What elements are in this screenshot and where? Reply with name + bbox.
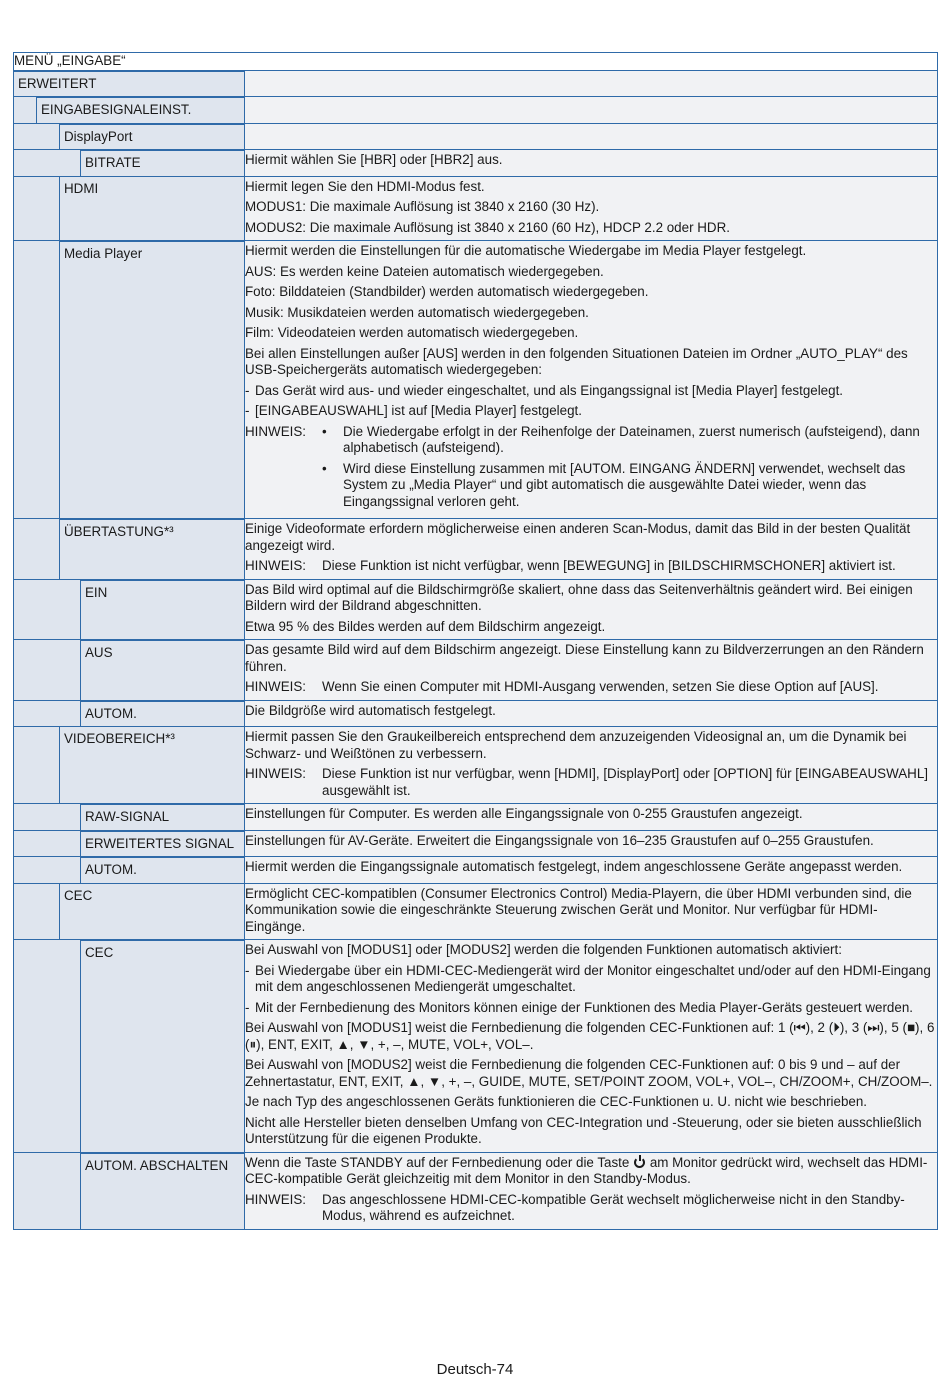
table-row: [14, 804, 938, 831]
table-row: [14, 700, 938, 727]
setting-label: CEC: [81, 940, 244, 1152]
description-text: Das gesamte Bild wird auf dem Bildschirm angezeigt. Diese Einstellung kann zu Bildverzerrungen an den Rändern führen.: [245, 642, 924, 674]
indent-chain: [14, 241, 244, 518]
setting-cell: [14, 857, 245, 884]
setting-label: RAW-SIGNAL: [81, 804, 244, 830]
description-text: Einige Videoformate erfordern möglicherweise einen anderen Scan-Modus, damit das Bild in der besten Qualität angezeigt wird.: [245, 521, 911, 553]
description-cell: [245, 640, 938, 701]
description-text: MODUS2: Die maximale Auflösung ist 3840 x 2160 (60 Hz), HDCP 2.2 oder HDR.: [245, 219, 730, 235]
bullet-text: Wird diese Einstellung zusammen mit [AUTOM. EINGANG ÄNDERN] verwendet, wechselt das System zu „Media Player“ und gibt automatisch die ausgewählte Datei wieder, wenn das Eingangssignal verloren geht.: [343, 460, 906, 509]
setting-cell: [14, 1152, 245, 1229]
note-bullets: [322, 424, 937, 515]
setting-cell: [14, 579, 245, 640]
note-text: Wenn Sie einen Computer mit HDMI-Ausgang verwenden, setzen Sie diese Option auf [AUS].: [322, 679, 879, 694]
indent-guide: [14, 150, 81, 176]
description-text: [245, 1155, 937, 1188]
table-row: [14, 70, 938, 97]
setting-label: CEC: [60, 884, 244, 940]
indent-chain: [14, 940, 244, 1152]
setting-label: ERWEITERT: [14, 71, 244, 97]
indent-chain: [14, 71, 244, 97]
description-cell: [245, 857, 938, 884]
description-cell: [245, 579, 938, 640]
description-text: AUS: Es werden keine Dateien automatisch wiedergegeben.: [245, 263, 604, 279]
setting-cell: [14, 176, 245, 241]
indent-guide: [14, 241, 60, 518]
setting-cell: [14, 804, 245, 831]
dash-item: [245, 383, 937, 400]
description-text: Bei Auswahl von [MODUS1] weist die Fernbedienung die folgenden CEC-Funktionen auf: 1 (⏮), 2 (⏵), 3 (⏭), 5 (■), 6 (⏸), ENT, EXIT, ▲, ▼, +, –, MUTE, VOL+, VOL–.: [245, 1020, 935, 1052]
setting-cell: [14, 883, 245, 940]
menu-page: [13, 52, 937, 1230]
description-cell: [245, 519, 938, 580]
dash-marker: -: [245, 962, 250, 978]
indent-guide: [14, 1153, 81, 1229]
description-text: Film: Videodateien werden automatisch wiedergegeben.: [245, 325, 579, 340]
table-row: [14, 1152, 938, 1229]
dash-item: [245, 963, 937, 996]
note-label: HINWEIS:: [245, 679, 307, 694]
description-text: Nicht alle Hersteller bieten denselben Umfang von CEC-Integration und -Steuerung, oder sie bieten ausschließlich Unterstützung für die eigenen Produkte.: [245, 1114, 922, 1146]
setting-label: BITRATE: [81, 150, 244, 176]
description-text: Bei Auswahl von [MODUS1] oder [MODUS2] werden die folgenden Funktionen automatisch aktiviert:: [245, 942, 842, 957]
indent-guide: [14, 857, 81, 883]
description-text: Foto: Bilddateien (Standbilder) werden automatisch wiedergegeben.: [245, 284, 649, 299]
bullet-text: Die Wiedergabe erfolgt in der Reihenfolge der Dateinamen, zuerst numerisch (aufsteigend), dann alphabetisch (aufsteigend).: [343, 423, 920, 455]
table-row: [14, 830, 938, 857]
indent-chain: [14, 124, 244, 150]
indent-chain: [14, 804, 244, 830]
table-row: [14, 241, 938, 519]
setting-label: EINGABESIGNALEINST.: [37, 97, 244, 123]
bullet-marker: •: [322, 423, 327, 439]
indent-guide: [14, 727, 60, 803]
indent-chain: [14, 97, 244, 123]
indent-chain: [14, 884, 244, 940]
description-cell: [245, 123, 938, 150]
setting-label: ERWEITERTES SIGNAL: [81, 831, 244, 857]
description-cell: [245, 176, 938, 241]
setting-cell: [14, 97, 245, 124]
indent-guide: [14, 580, 81, 640]
setting-label: HDMI: [60, 177, 244, 241]
note-text: Das angeschlossene HDMI-CEC-kompatible Gerät wechselt möglicherweise nicht in den Standby-Modus, während es aufzeichnet.: [322, 1191, 905, 1223]
description-text: Einstellungen für Computer. Es werden alle Eingangssignale von 0-255 Graustufen angezeigt.: [245, 806, 803, 821]
text-after-icon: am Monitor gedrückt wird, wechselt das HDMI-CEC-kompatible Gerät gleichzeitig mit dem Monitor in den Standby-Modus.: [245, 1154, 928, 1186]
indent-guide: [14, 701, 81, 727]
description-cell: [245, 700, 938, 727]
setting-cell: [14, 150, 245, 177]
description-cell: [245, 150, 938, 177]
indent-chain: [14, 519, 244, 579]
setting-label: Media Player: [60, 241, 244, 518]
description-text: Je nach Typ des angeschlossenen Geräts funktionieren die CEC-Funktionen u. U. nicht wie beschrieben.: [245, 1094, 868, 1109]
description-text: Einstellungen für AV-Geräte. Erweitert die Eingangssignale von 16–235 Graustufen auf 0–255 Graustufen.: [245, 832, 874, 848]
eingabe-menu-table: [13, 52, 938, 1230]
note-label: HINWEIS:: [245, 1191, 307, 1207]
note-text: Diese Funktion ist nur verfügbar, wenn [HDMI], [DisplayPort] oder [OPTION] für [EINGABEAUSWAHL] ausgewählt ist.: [322, 766, 929, 798]
bullet-item: [322, 424, 937, 457]
dash-text: Mit der Fernbedienung des Monitors können einige der Funktionen des Media Player-Geräts gesteuert werden.: [255, 999, 913, 1015]
description-cell: [245, 1152, 938, 1229]
dash-marker: -: [245, 999, 250, 1015]
description-cell: [245, 830, 938, 857]
table-row: [14, 640, 938, 701]
indent-chain: [14, 831, 244, 857]
description-text: Hiermit werden die Einstellungen für die automatische Wiedergabe im Media Player festgelegt.: [245, 243, 807, 258]
power-icon: [634, 1157, 645, 1168]
note-label: HINWEIS:: [245, 766, 307, 781]
note-label: HINWEIS:: [245, 423, 307, 439]
description-text: Musik: Musikdateien werden automatisch wiedergegeben.: [245, 304, 589, 320]
note-block: [245, 424, 937, 515]
note-text: Diese Funktion ist nicht verfügbar, wenn [BEWEGUNG] in [BILDSCHIRMSCHONER] aktiviert ist.: [322, 558, 896, 573]
description-text: Etwa 95 % des Bildes werden auf dem Bildschirm angezeigt.: [245, 618, 606, 634]
indent-chain: [14, 640, 244, 700]
setting-cell: [14, 241, 245, 519]
indent-guide: [14, 519, 60, 579]
dash-text: Bei Wiedergabe über ein HDMI-CEC-Mediengerät wird der Monitor eingeschaltet und/oder auf den HDMI-Eingang mit dem angeschlossenen Mediengerät umgeschaltet.: [255, 962, 931, 994]
description-text: Bei allen Einstellungen außer [AUS] werden in den folgenden Situationen Dateien im Ordner „AUTO_PLAY“ des USB-Speichergeräts automatisch wiedergegeben:: [245, 345, 908, 377]
description-cell: [245, 940, 938, 1153]
setting-cell: [14, 940, 245, 1153]
table-row: [14, 883, 938, 940]
indent-guide: [14, 640, 81, 700]
setting-cell: [14, 830, 245, 857]
description-text: Hiermit werden die Eingangssignale automatisch festgelegt, indem angeschlossene Geräte angepasst werden.: [245, 859, 903, 874]
setting-cell: [14, 727, 245, 804]
table-row: [14, 97, 938, 124]
table-title: MENÜ „EINGABE“: [14, 53, 938, 71]
description-text: Ermöglicht CEC-kompatiblen (Consumer Electronics Control) Media-Playern, die über HDMI verbunden sind, die Kommunikation sowie die eingeschränkte Steuerung zwischen Gerät und Monitor. Nur verfügbar für HDMI-Eingänge.: [245, 885, 912, 934]
table-row: [14, 940, 938, 1153]
setting-label: ÜBERTASTUNG*³: [60, 519, 244, 579]
setting-cell: [14, 519, 245, 580]
description-cell: [245, 727, 938, 804]
description-text: Das Bild wird optimal auf die Bildschirmgröße skaliert, ohne dass das Seitenverhältnis geändert wird. Bei einigen Bildern wird der Bildrand abgeschnitten.: [245, 581, 913, 613]
indent-chain: [14, 580, 244, 640]
table-row: [14, 857, 938, 884]
table-title-row: [14, 53, 938, 71]
page-number: Deutsch-74: [436, 1361, 514, 1378]
indent-guide: [14, 831, 81, 857]
indent-chain: [14, 1153, 244, 1229]
table-row: [14, 150, 938, 177]
setting-label: DisplayPort: [60, 124, 244, 150]
setting-label: AUS: [81, 640, 244, 700]
indent-guide: [14, 177, 60, 241]
text-before-icon: Wenn die Taste STANDBY auf der Fernbedienung oder die Taste: [245, 1154, 630, 1170]
note-block: [245, 766, 937, 799]
dash-item: [245, 1000, 937, 1017]
dash-text: Das Gerät wird aus- und wieder eingeschaltet, und als Eingangssignal ist [Media Player] festgelegt.: [255, 382, 844, 398]
dash-text: [EINGABEAUSWAHL] ist auf [Media Player] festgelegt.: [255, 403, 582, 418]
setting-cell: [14, 123, 245, 150]
description-text: Bei Auswahl von [MODUS2] weist die Fernbedienung die folgenden CEC-Funktionen auf: 0 bis 9 und – auf der Zehnertastatur, ENT, EXIT, ▲, ▼, +, –, GUIDE, MUTE, SET/POINT ZOOM, VOL+, VOL–, CH/ZOOM+, CH/ZOOM–.: [245, 1057, 933, 1089]
setting-cell: [14, 700, 245, 727]
indent-chain: [14, 701, 244, 727]
setting-label: EIN: [81, 580, 244, 640]
setting-label: AUTOM.: [81, 701, 244, 727]
indent-guide: [14, 97, 37, 123]
setting-cell: [14, 640, 245, 701]
description-text: Hiermit legen Sie den HDMI-Modus fest.: [245, 178, 485, 194]
description-cell: [245, 804, 938, 831]
table-row: [14, 727, 938, 804]
bullet-marker: •: [322, 460, 327, 476]
table-row: [14, 123, 938, 150]
indent-chain: [14, 150, 244, 176]
note-block: [245, 1192, 937, 1225]
description-cell: [245, 883, 938, 940]
description-cell: [245, 241, 938, 519]
note-label: HINWEIS:: [245, 558, 307, 573]
description-text: Hiermit wählen Sie [HBR] oder [HBR2] aus.: [245, 152, 503, 167]
note-block: [245, 679, 937, 696]
table-row: [14, 176, 938, 241]
dash-marker: -: [245, 382, 250, 398]
bullet-item: [322, 461, 937, 511]
indent-guide: [14, 884, 60, 940]
table-row: [14, 579, 938, 640]
description-cell: [245, 70, 938, 97]
description-text: Hiermit passen Sie den Graukeilbereich entsprechend dem anzuzeigenden Videosignal an, um die Dynamik bei Schwarz- und Weißtönen zu verbessern.: [245, 729, 907, 761]
setting-cell: [14, 70, 245, 97]
table-row: [14, 519, 938, 580]
setting-label: VIDEOBEREICH*³: [60, 727, 244, 803]
dash-item: [245, 403, 937, 420]
setting-label: AUTOM. ABSCHALTEN: [81, 1153, 244, 1229]
description-cell: [245, 97, 938, 124]
description-text: Die Bildgröße wird automatisch festgelegt.: [245, 702, 496, 718]
setting-label: AUTOM.: [81, 857, 244, 883]
indent-guide: [14, 804, 81, 830]
indent-chain: [14, 177, 244, 241]
note-block: [245, 558, 937, 575]
indent-guide: [14, 940, 81, 1152]
indent-chain: [14, 727, 244, 803]
description-text: MODUS1: Die maximale Auflösung ist 3840 x 2160 (30 Hz).: [245, 199, 600, 214]
indent-chain: [14, 857, 244, 883]
dash-marker: -: [245, 403, 250, 418]
indent-guide: [14, 124, 60, 150]
